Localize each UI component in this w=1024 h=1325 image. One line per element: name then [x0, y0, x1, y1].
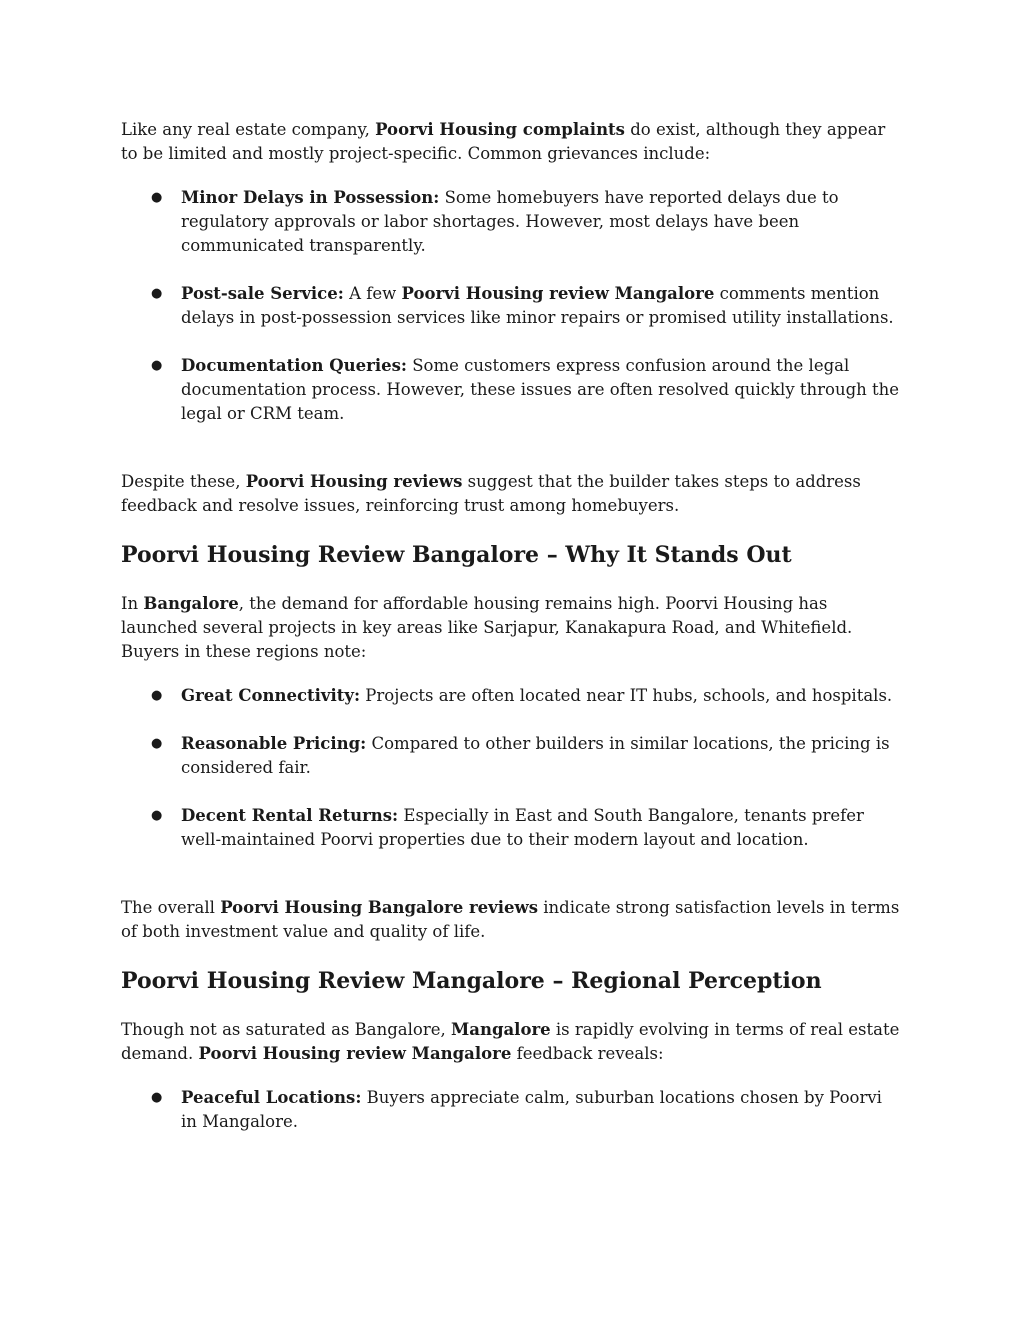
para-bold: Poorvi Housing Bangalore reviews: [220, 898, 538, 917]
item-label: Great Connectivity:: [181, 686, 361, 705]
complaints-list: [121, 186, 903, 426]
item-label: Peaceful Locations:: [181, 1088, 362, 1107]
item-bold: Poorvi Housing review Mangalore: [401, 284, 715, 303]
intro-bold: Poorvi Housing complaints: [375, 120, 625, 139]
para-text: suggest that the builder takes steps to address feedback and resolve issues, reinforcing trust among homebuyers.: [121, 472, 861, 515]
para-text: Though not as saturated as Bangalore,: [121, 1020, 451, 1039]
bullet-icon: ●: [151, 736, 163, 751]
intro-text: do exist, although they appear to be limited and mostly project-specific. Common grievances include:: [121, 120, 886, 163]
para-text: is rapidly evolving in terms of real estate demand.: [121, 1020, 900, 1063]
bangalore-intro: [121, 592, 903, 664]
para-text: feedback reveals:: [511, 1044, 664, 1063]
para-text: The overall: [121, 898, 221, 917]
spacer: [121, 876, 903, 896]
bullet-icon: ●: [151, 286, 163, 301]
item-text: Some customers express confusion around the legal documentation process. However, these issues are often resolved quickly through the legal or CRM team.: [181, 356, 900, 423]
bullet-icon: ●: [151, 358, 163, 373]
bullet-icon: ●: [151, 808, 163, 823]
para-bold: Bangalore: [143, 594, 239, 613]
list-item: [121, 354, 903, 426]
item-label: Post-sale Service:: [181, 284, 344, 303]
para-text: Despite these,: [121, 472, 246, 491]
item-label: Documentation Queries:: [181, 356, 407, 375]
para-text: In: [121, 594, 144, 613]
list-item: [121, 186, 903, 258]
bangalore-heading: Poorvi Housing Review Bangalore – Why It Stands Out: [121, 542, 792, 568]
item-label: Reasonable Pricing:: [181, 734, 367, 753]
item-text: Buyers appreciate calm, suburban locations chosen by Poorvi in Mangalore.: [181, 1088, 882, 1131]
para-bold: Poorvi Housing review Mangalore: [198, 1044, 512, 1063]
list-item: [121, 684, 903, 708]
item-text: comments mention delays in post-possession services like minor repairs or promised utility installations.: [181, 284, 894, 327]
item-text: Compared to other builders in similar locations, the pricing is considered fair.: [181, 734, 890, 777]
mangalore-heading: Poorvi Housing Review Mangalore – Regional Perception: [121, 968, 822, 994]
bullet-icon: ●: [151, 688, 163, 703]
item-label: Minor Delays in Possession:: [181, 188, 440, 207]
item-label: Decent Rental Returns:: [181, 806, 399, 825]
spacer: [121, 450, 903, 470]
bullet-icon: ●: [151, 1090, 163, 1105]
item-text: Projects are often located near IT hubs, schools, and hospitals.: [360, 686, 893, 705]
despite-paragraph: [121, 470, 903, 518]
document-page: [121, 118, 903, 1158]
list-item: [121, 282, 903, 330]
item-text: Especially in East and South Bangalore, tenants prefer well-maintained Poorvi properties due to their modern layout and location.: [181, 806, 864, 849]
intro-text: Like any real estate company,: [121, 120, 376, 139]
mangalore-intro: [121, 1018, 903, 1066]
bangalore-outro: [121, 896, 903, 944]
mangalore-list: [121, 1086, 903, 1134]
list-item: [121, 732, 903, 780]
list-item: [121, 1086, 903, 1134]
para-bold: Mangalore: [451, 1020, 551, 1039]
para-text: , the demand for affordable housing remains high. Poorvi Housing has launched several projects in key areas like Sarjapur, Kanakapura Road, and Whitefield. Buyers in these regions note:: [121, 594, 853, 661]
item-text: Some homebuyers have reported delays due to regulatory approvals or labor shortages. However, most delays have been communicated transparently.: [181, 188, 839, 255]
para-bold: Poorvi Housing reviews: [245, 472, 463, 491]
bangalore-list: [121, 684, 903, 852]
list-item: [121, 804, 903, 852]
item-text: A few: [343, 284, 402, 303]
para-text: indicate strong satisfaction levels in terms of both investment value and quality of life.: [121, 898, 900, 941]
bullet-icon: ●: [151, 190, 163, 205]
intro-paragraph: [121, 118, 903, 166]
